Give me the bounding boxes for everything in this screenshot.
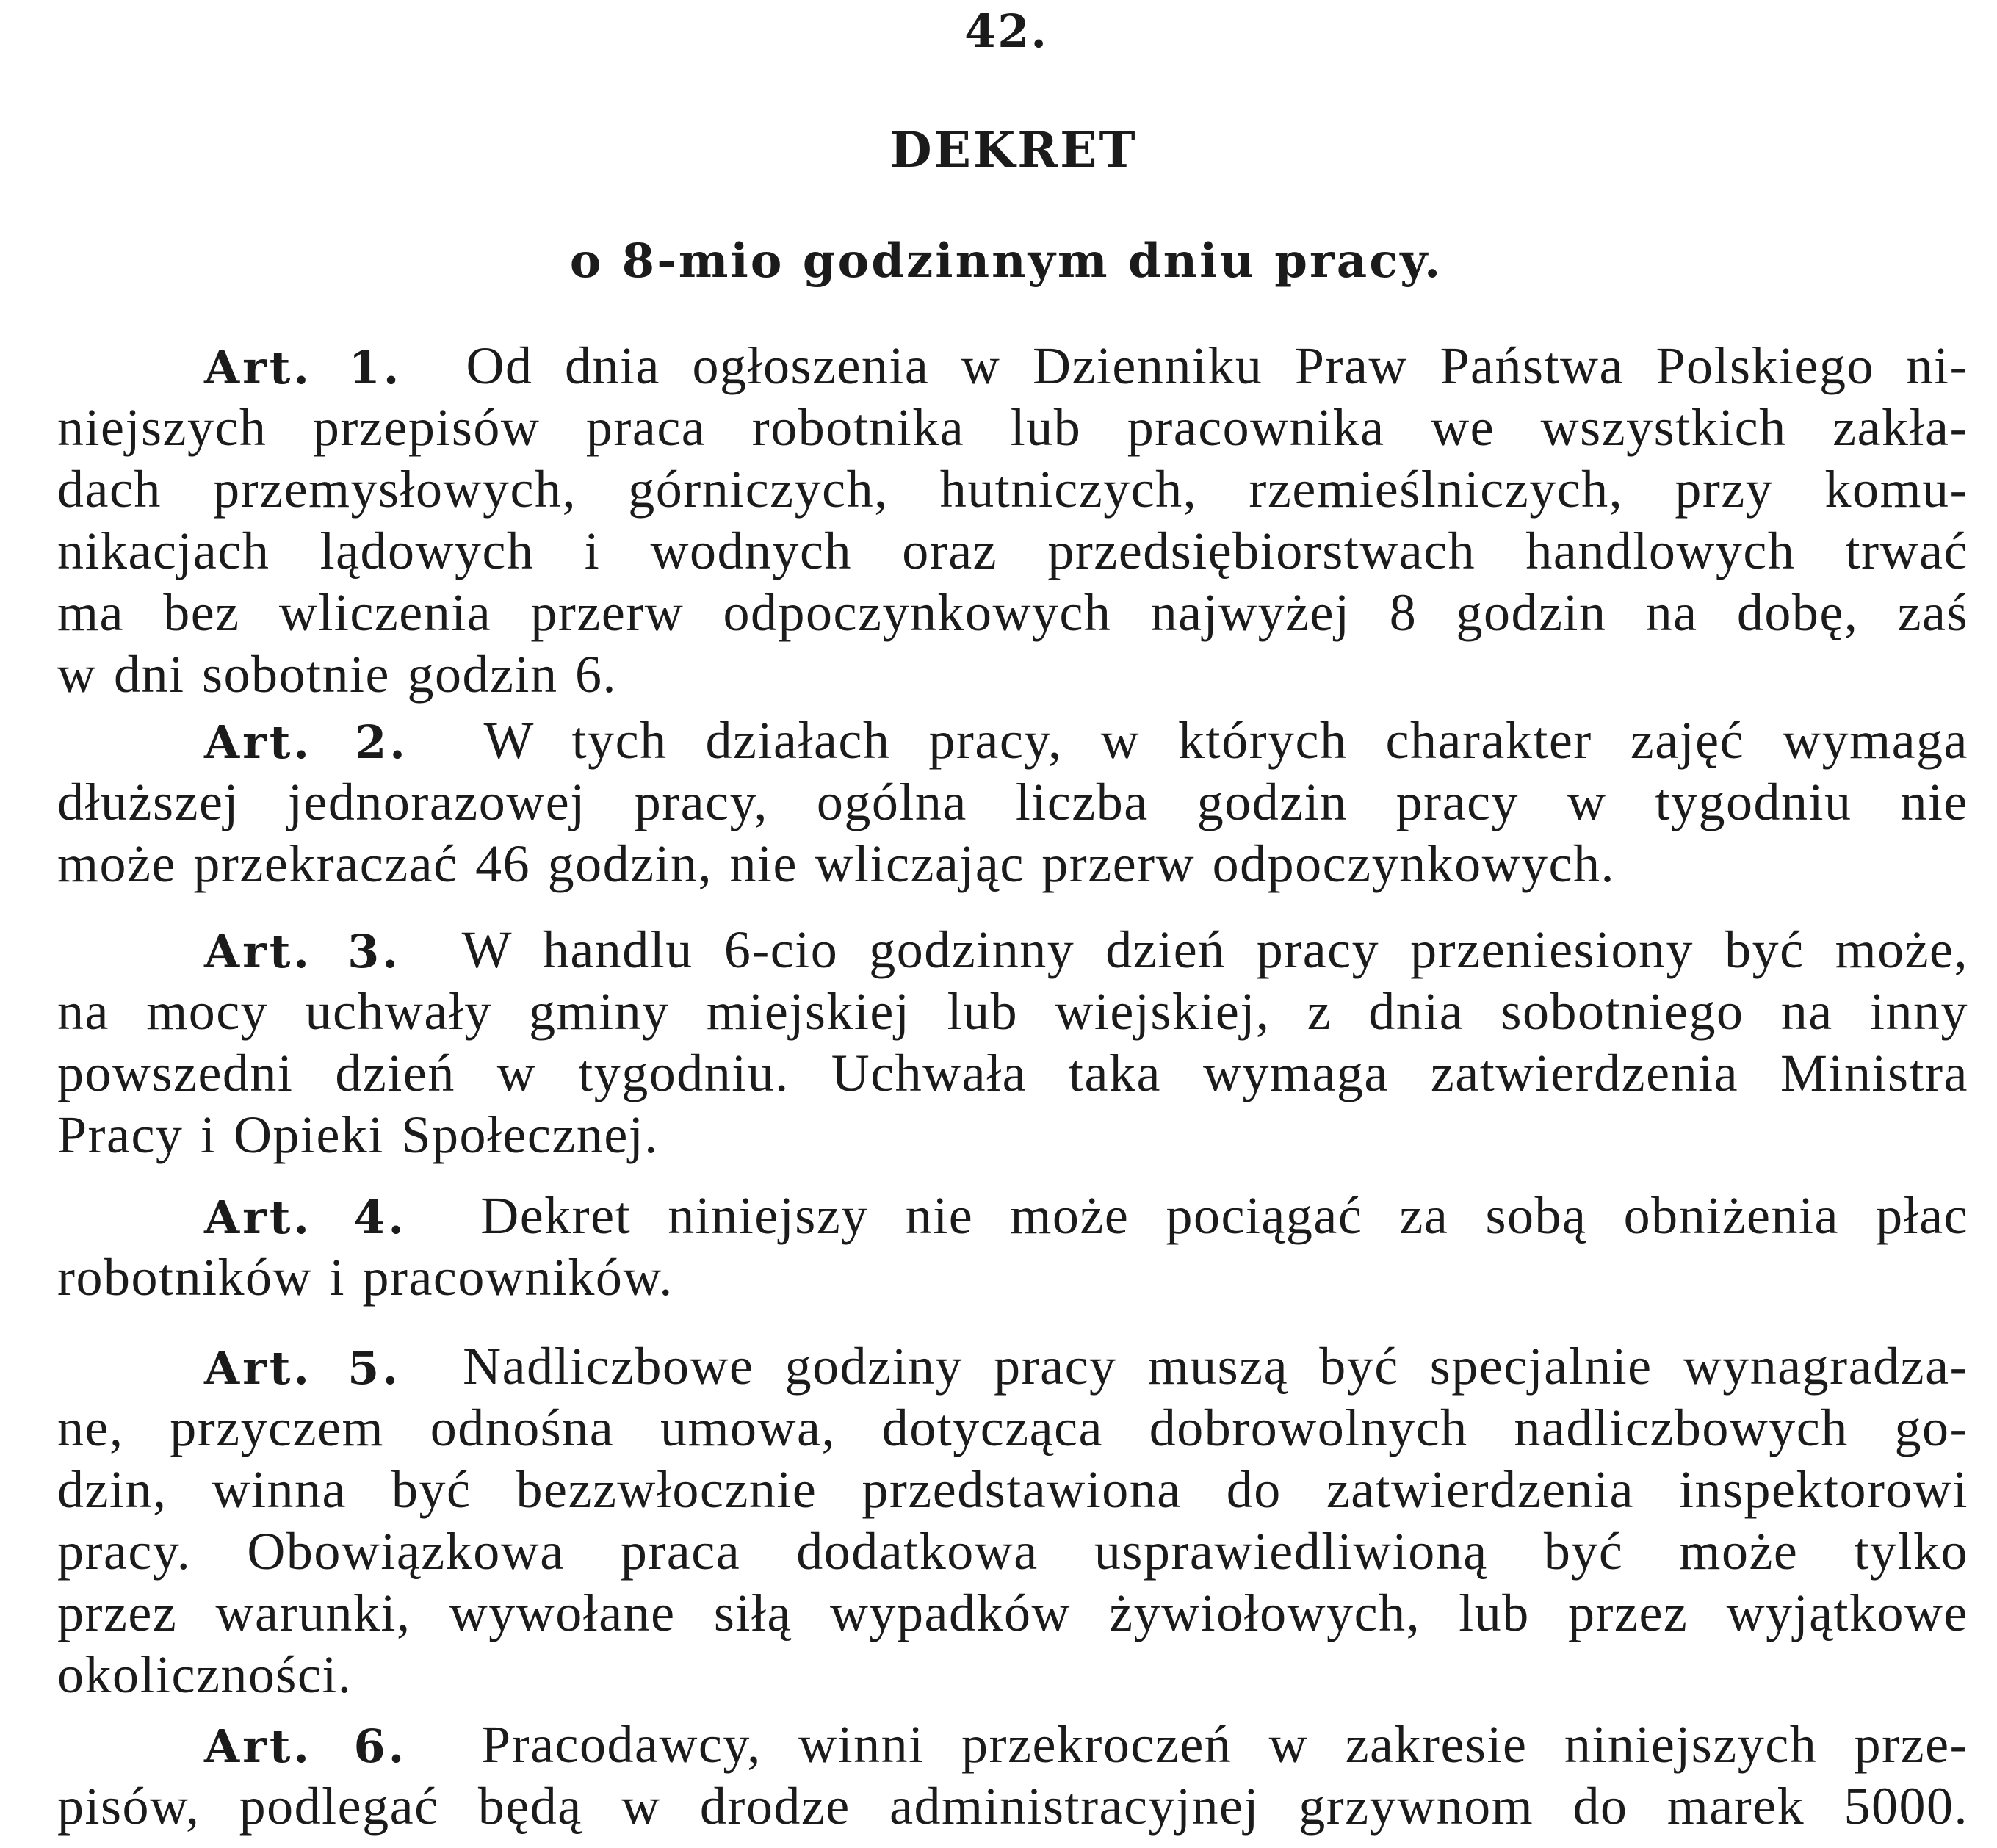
article-label: Art. 2. (204, 715, 408, 769)
article-line: dłuższej jednorazowej pracy, ogólna liczba godzin pracy w tygodniu nie (57, 773, 1968, 831)
decree-subtitle: o 8-mio godzinnym dniu pracy. (569, 234, 1443, 289)
article-line: na mocy uchwały gminy miejskiej lub wiejskiej, z dnia sobotniego na inny (57, 982, 1968, 1041)
article-label: Art. 6. (204, 1719, 408, 1773)
article-label: Art. 5. (204, 1341, 401, 1395)
article-first-line (57, 1185, 1968, 1246)
article-6 (57, 1714, 1968, 1837)
article-line: pisów, podlegać będą w drodze administracyjnej grzywnom do marek 5000. (57, 1777, 1968, 1836)
article-line: Pracy i Opieki Społecznej. (57, 1105, 659, 1164)
page-number: 42. (964, 4, 1048, 58)
article-line: pracy. Obowiązkowa praca dodatkowa usprawiedliwioną być może tylko (57, 1522, 1968, 1581)
article-line: może przekraczać 46 godzin, nie wliczając przerw odpoczynkowych. (57, 834, 1616, 893)
article-first-line (57, 335, 1968, 397)
article-4 (57, 1185, 1968, 1308)
article-line: niejszych przepisów praca robotnika lub pracownika we wszystkich zakła- (57, 398, 1968, 457)
article-line: ma bez wliczenia przerw odpoczynkowych najwyżej 8 godzin na dobę, zaś (57, 583, 1968, 642)
article-first-line (57, 1714, 1968, 1775)
article-text: Nadliczbowe godziny pracy muszą być specjalnie wynagradza- (463, 1337, 1968, 1396)
article-text: W tych działach pracy, w których charakter zajęć wymaga (483, 711, 1968, 770)
article-line: przez warunki, wywołane siłą wypadków żywiołowych, lub przez wyjątkowe (57, 1584, 1968, 1642)
article-line: w dni sobotnie godzin 6. (57, 645, 617, 704)
decree-title: DEKRET (889, 121, 1138, 178)
article-label: Art. 3. (204, 925, 401, 978)
article-1 (57, 335, 1968, 705)
article-text: W handlu 6-cio godzinny dzień pracy przeniesiony być może, (461, 920, 1968, 979)
article-first-line (57, 919, 1968, 981)
article-line: dach przemysłowych, górniczych, hutniczych, rzemieślniczych, przy komu- (57, 460, 1968, 519)
article-2 (57, 710, 1968, 895)
article-5 (57, 1335, 1968, 1706)
article-line: nikacjach lądowych i wodnych oraz przedsiębiorstwach handlowych trwać (57, 521, 1968, 580)
article-line: okoliczności. (57, 1645, 353, 1704)
article-label: Art. 4. (204, 1191, 407, 1244)
article-label: Art. 1. (204, 341, 402, 394)
article-3 (57, 919, 1968, 1166)
article-text: Pracodawcy, winni przekroczeń w zakresie niniejszych prze- (481, 1715, 1968, 1774)
article-line: dzin, winna być bezzwłocznie przedstawiona do zatwierdzenia inspektorowi (57, 1460, 1968, 1519)
article-line: robotników i pracowników. (57, 1248, 674, 1307)
article-line: powszedni dzień w tygodniu. Uchwała taka wymaga zatwierdzenia Ministra (57, 1044, 1968, 1102)
article-line: ne, przyczem odnośna umowa, dotycząca dobrowolnych nadliczbowych go- (57, 1398, 1968, 1457)
article-first-line (57, 710, 1968, 771)
article-first-line (57, 1335, 1968, 1397)
article-text: Od dnia ogłoszenia w Dzienniku Praw Państwa Polskiego ni- (466, 336, 1969, 395)
article-text: Dekret niniejszy nie może pociągać za sobą obniżenia płac (480, 1186, 1968, 1245)
